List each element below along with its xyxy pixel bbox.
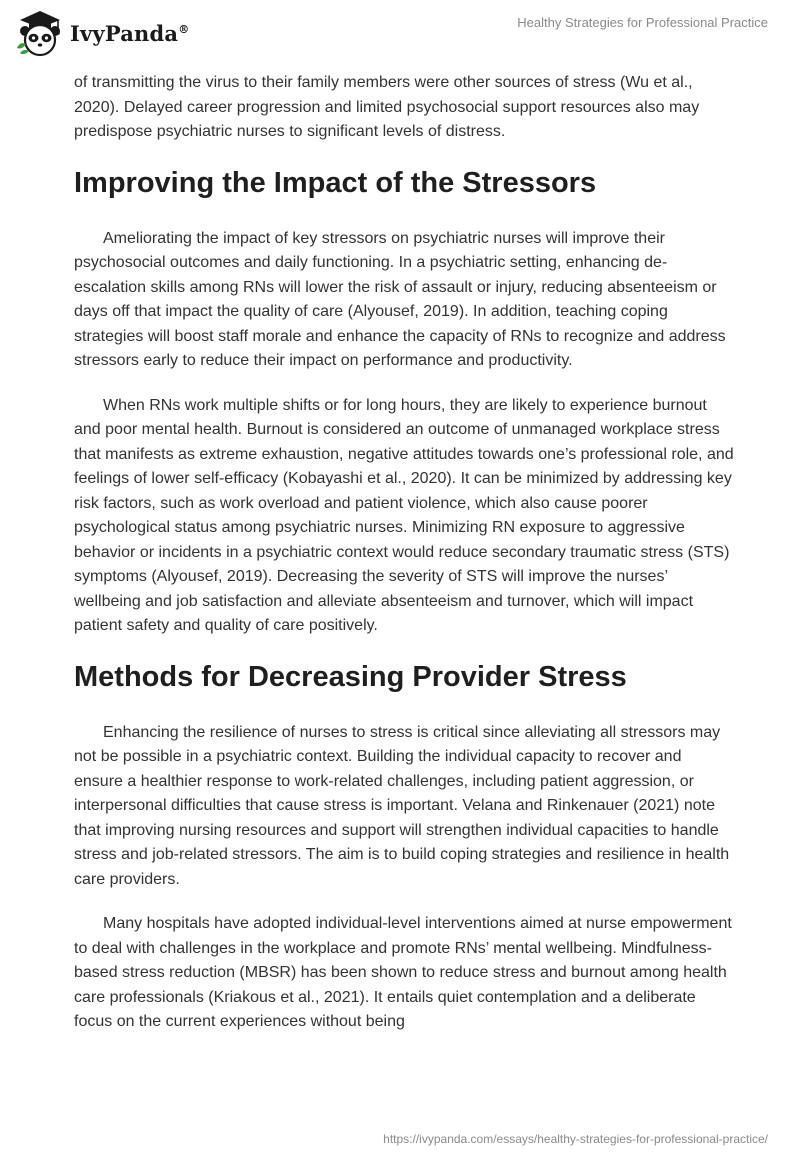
section-heading-improving-impact: Improving the Impact of the Stressors [74,166,597,199]
essay-content [74,71,734,1055]
logo-wordmark: IvyPanda® [70,20,190,46]
paragraph: Ameliorating the impact of key stressors on psychiatric nurses will improve their psychosocial outcomes and daily functioning. In a psychiatric setting, enhancing de-escalation skills among RNs will lower the risk of assault or injury, reducing absenteeism or days off that impact the quality of care (Alyousef, 2019). In addition, teaching coping strategies will boost staff morale and enhance the capacity of RNs to recognize and address stressors early to reduce their impact on performance and productivity. [74,229,726,369]
registered-mark: ® [178,22,190,36]
document-title: Healthy Strategies for Professional Practice [517,15,768,30]
paragraph: When RNs work multiple shifts or for long hours, they are likely to experience burnout and poor mental health. Burnout is considered an outcome of unmanaged workplace stress that manifests as extreme exhaustion, negative attitudes towards one’s professional role, and feelings of lower self-efficacy (Kobayashi et al., 2020). It can be minimized by addressing key risk factors, such as work overload and patient violence, which also cause poorer psychological status among psychiatric nurses. Minimizing RN exposure to aggressive behavior or incidents in a psychiatric context would reduce secondary traumatic stress (STS) symptoms (Alyousef, 2019). Decreasing the severity of STS will improve the nurses’ wellbeing and job satisfaction and alleviate absenteeism and turnover, which will impact patient safety and quality of care positively. [74,396,734,634]
paragraph: Many hospitals have adopted individual-level interventions aimed at nurse empowerment to deal with challenges in the workplace and promote RNs’ mental wellbeing. Mindfulness-based stress reduction (MBSR) has been shown to reduce stress and burnout among health care professionals (Kriakous et al., 2021). It entails quiet contemplation and a deliberate focus on the current experiences without being [74,915,732,1030]
page-header [0,0,800,70]
section-heading-decreasing-stress: Methods for Decreasing Provider Stress [74,660,627,693]
panda-logo-icon [14,8,66,58]
paragraph: Enhancing the resilience of nurses to stress is critical since alleviating all stressors may not be possible in a psychiatric context. Building the individual capacity to recover and ensure a healthier response to work-related challenges, including patient aggression, or interpersonal difficulties that cause stress is important. Velana and Rinkenauer (2021) note that improving nursing resources and support will strengthen individual capacities to handle stress and job-related stressors. The aim is to build coping strategies and resilience in health care providers. [74,723,730,888]
intro-paragraph: of transmitting the virus to their family members were other sources of stress (Wu et al., 2020). Delayed career progression and limited psychosocial support resources also may predispose psychiatric nurses to significant levels of distress. [74,74,700,140]
ivypanda-logo[interactable] [14,8,189,58]
source-url-link[interactable]: https://ivypanda.com/essays/healthy-strategies-for-professional-practice/ [383,1132,768,1146]
